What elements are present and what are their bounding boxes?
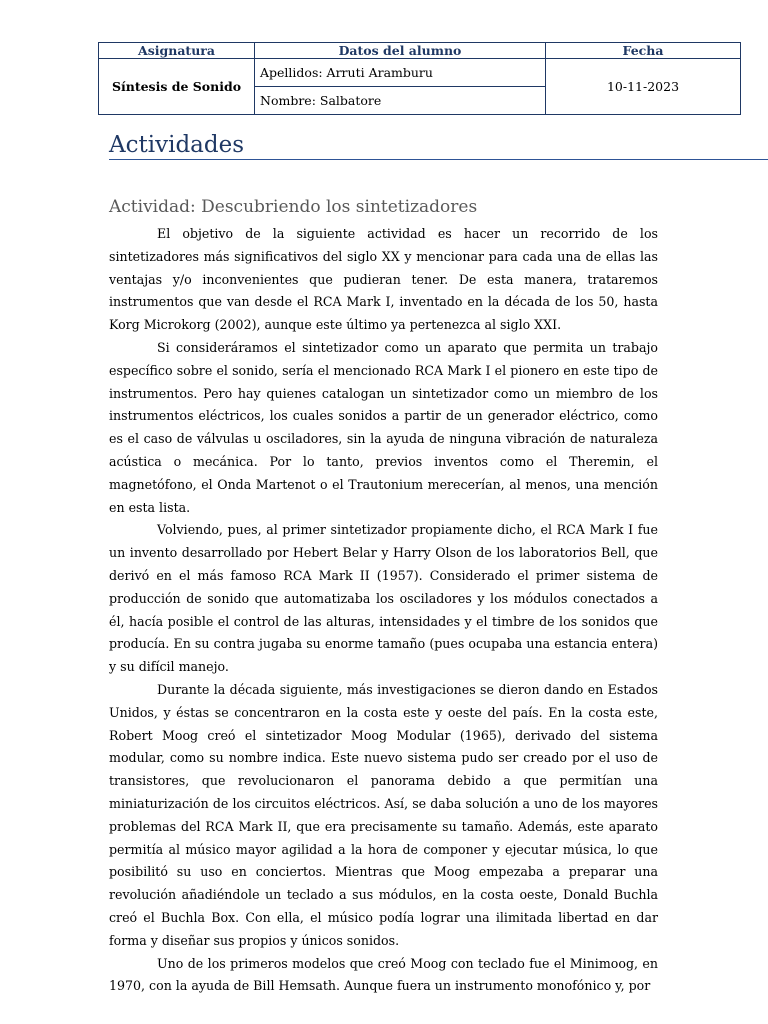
date-value: 10-11-2023 [546, 59, 741, 115]
data-row-1 [99, 59, 741, 87]
surname-value: Apellidos: Arruti Aramburu [255, 59, 546, 87]
subject-value: Síntesis de Sonido [99, 59, 255, 115]
paragraph: El objetivo de la siguiente actividad es hacer un recorrido de los sintetizadores más significativos del siglo XX y mencionar para cada una de ellas las ventajas y/o inconvenientes que pudieran tener. De esta manera, trataremos instrumentos que van desde el RCA Mark I, inventado en la década de los 50, hasta Korg Microkorg (2002), aunque este último ya pertenezca al siglo XXI. [109, 226, 658, 333]
paragraph: Uno de los primeros modelos que creó Moog con teclado fue el Minimoog, en 1970, con la ayuda de Bill Hemsath. Aunque fuera un instrumento monofónico y, por [109, 955, 658, 994]
header-table [98, 42, 741, 115]
section-divider [109, 159, 768, 160]
paragraph: Si consideráramos el sintetizador como un aparato que permita un trabajo específico sobre el sonido, sería el mencionado RCA Mark I el pionero en este tipo de instrumentos. Pero hay quienes catalogan un sintetizador como un miembro de los instrumentos eléctricos, los cuales sonidos a partir de un generador eléctrico, como es el caso de válvulas u osciladores, sin la ayuda de ninguna vibración de naturaleza acústica o mecánica. Por lo tanto, previos inventos como el Theremin, el magnetófono, el Onda Martenot o el Trautonium merecerían, al menos, una mención en esta lista. [109, 339, 658, 515]
column-header-student: Datos del alumno [255, 43, 546, 59]
body-text [109, 223, 658, 998]
paragraph: Durante la década siguiente, más investigaciones se dieron dando en Estados Unidos, y éstas se concentraron en la costa este y oeste del país. En la costa este, Robert Moog creó el sintetizador Moog Modular (1965), derivado del sistema modular, como su nombre indica. Este nuevo sistema pudo ser creado por el uso de transistores, que revolucionaron el panorama debido a que permitían una miniaturización de los circuitos eléctricos. Así, se daba solución a uno de los mayores problemas del RCA Mark II, que era precisamente su tamaño. Además, este aparato permitía al músico mayor agilidad a la hora de componer y ejecutar música, lo que posibilitó su uso en conciertos. Mientras que Moog empezaba a preparar una revolución añadiéndole un teclado a sus módulos, en la costa oeste, Donald Buchla creó el Buchla Box. Con ella, el músico podía lograr una ilimitada libertad en dar forma y diseñar sus propios y únicos sonidos. [109, 681, 658, 948]
name-value: Nombre: Salbatore [255, 87, 546, 115]
paragraph: Volviendo, pues, al primer sintetizador propiamente dicho, el RCA Mark I fue un invento desarrollado por Hebert Belar y Harry Olson de los laboratorios Bell, que derivó en el más famoso RCA Mark II (1957). Considerado el primer sistema de producción de sonido que automatizaba los osciladores y los módulos conectados a él, hacía posible el control de las alturas, intensidades y el timbre de los sonidos que producía. En su contra jugaba su enorme tamaño (pues ocupaba una estancia entera) y su difícil manejo. [109, 522, 658, 675]
column-header-date: Fecha [546, 43, 741, 59]
header-row [99, 43, 741, 59]
column-header-subject: Asignatura [99, 43, 255, 59]
activity-title: Actividad: Descubriendo los sintetizadores [109, 197, 478, 217]
section-title: Actividades [109, 132, 245, 158]
